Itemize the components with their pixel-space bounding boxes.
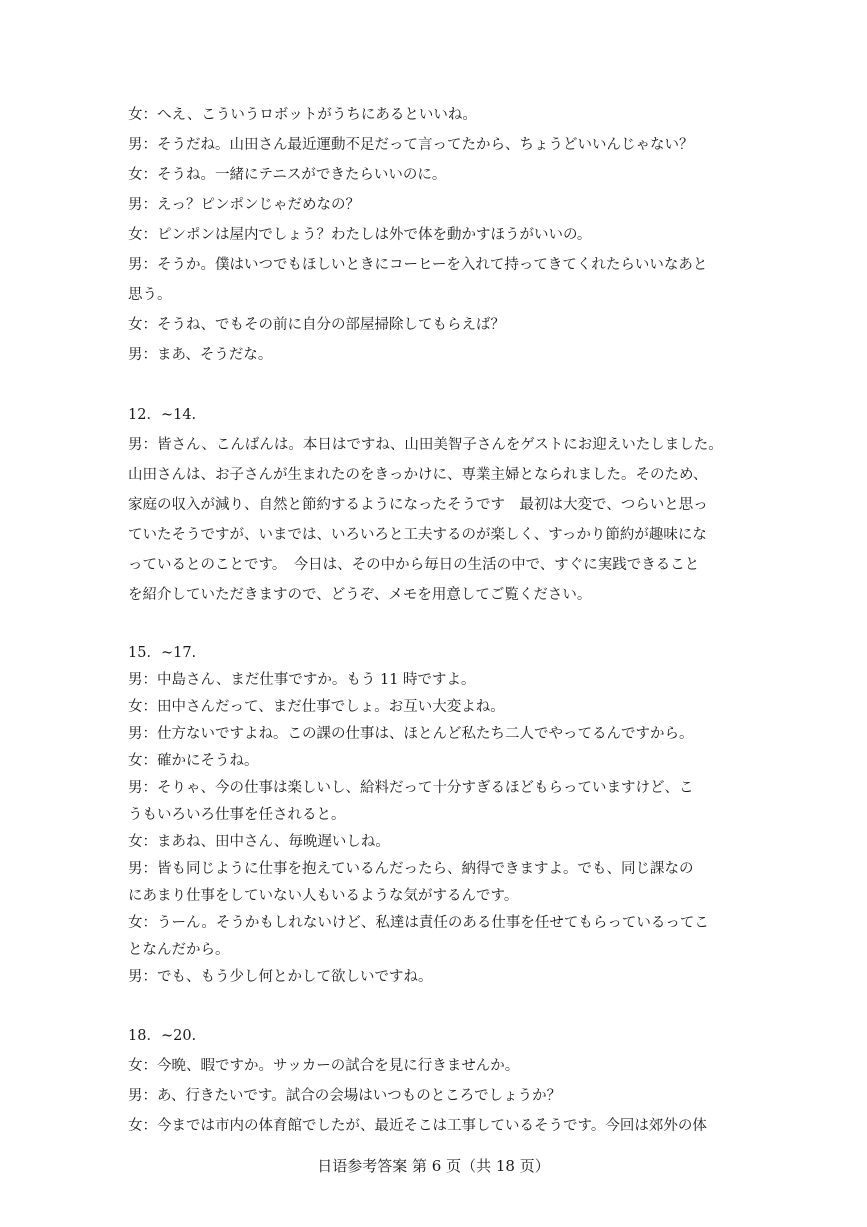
dialogue-line: 男：そうか。僕はいつでもほしいときにコーヒーを入れて持ってきてくれたらいいなあと	[128, 257, 708, 273]
dialogue-line: 女：ピンポンは屋内でしょう？わたしは外で体を動かすほうがいいの。	[128, 227, 592, 243]
dialogue-line: 女：まあね、田中さん、毎晩遅いしね。	[128, 834, 390, 850]
dialogue-section	[128, 400, 740, 610]
dialogue-line: 女：今晩、暇ですか。サッカーの試合を見に行きませんか。	[128, 1058, 520, 1074]
dialogue-line: 女：そうね。一緒にテニスができたらいいのに。	[128, 167, 447, 183]
page-footer: 日语参考答案 第 6 页（共 18 页）	[317, 1157, 550, 1175]
transcript-body	[128, 100, 740, 1141]
dialogue-line: ていたそうですが、いまでは、いろいろと工夫するのが楽しく、すっかり節約が趣味にな	[128, 527, 707, 543]
dialogue-line: を紹介していただきますので、どうぞ、メモを用意してご覧ください。	[128, 587, 592, 603]
dialogue-line: 男：中島さん、まだ仕事ですか。もう 11 時ですよ。	[128, 672, 476, 688]
dialogue-line: うもいろいろ仕事を任されると。	[128, 807, 346, 823]
dialogue-line: 男：皆さん、こんばんは。本日はですね、山田美智子さんをゲストにお迎えいたしました。	[128, 437, 723, 453]
dialogue-line: 男：でも、もう少し何とかして欲しいですね。	[128, 969, 433, 985]
dialogue-line: にあまり仕事をしていない人もいるような気がするんです。	[128, 888, 519, 904]
dialogue-line: 男：そうだね。山田さん最近運動不足だって言ってたから、ちょうどいいんじゃない？	[128, 137, 694, 153]
section-heading: 18．~20.	[128, 1028, 197, 1044]
dialogue-line: となんだから。	[128, 942, 230, 958]
dialogue-section	[128, 1021, 740, 1141]
dialogue-line: 女：そうね、でもその前に自分の部屋掃除してもらえば？	[128, 317, 505, 333]
section-heading: 15．~17.	[128, 645, 197, 661]
dialogue-line: 家庭の収入が減り、自然と節約するようになったそうです 最初は大変で、つらいと思っ	[128, 497, 708, 513]
dialogue-line: 男：仕方ないですよね。この課の仕事は、ほとんど私たち二人でやってるんですから。	[128, 726, 694, 742]
dialogue-line: 男：あ、行きたいです。試合の会場はいつものところでしょうか？	[128, 1088, 562, 1104]
dialogue-line: 男：皆も同じように仕事を抱えているんだったら、納得できますよ。でも、同じ課なの	[128, 861, 694, 877]
dialogue-line: 女：田中さんだって、まだ仕事でしょ。お互い大変よね。	[128, 699, 505, 715]
dialogue-line: 男：えっ？ピンポンじゃだめなの？	[128, 197, 360, 213]
section-heading: 12．~14.	[128, 407, 197, 423]
dialogue-line: 女：確かにそうね。	[128, 753, 259, 769]
dialogue-line: 男：そりゃ、今の仕事は楽しいし、給料だって十分すぎるほどもらっていますけど、こ	[128, 780, 694, 796]
dialogue-line: 思う。	[128, 287, 172, 303]
dialogue-line: 山田さんは、お子さんが生まれたのをきっかけに、専業主婦となられました。そのため、	[128, 467, 708, 483]
dialogue-line: 女：今までは市内の体育館でしたが、最近そこは工事しているそうです。今回は郊外の体	[128, 1118, 707, 1134]
dialogue-section	[128, 100, 740, 370]
dialogue-line: 女：うーん。そうかもしれないけど、私達は責任のある仕事を任せてもらっているってこ	[128, 915, 709, 931]
dialogue-line: 女：へえ、こういうロボットがうちにあるといいね。	[128, 107, 477, 123]
dialogue-line: っているとのことです。 今日は、その中から毎日の生活の中で、すぐに実践できること	[128, 557, 700, 573]
dialogue-line: 男：まあ、そうだな。	[128, 347, 273, 363]
dialogue-section	[128, 640, 740, 991]
